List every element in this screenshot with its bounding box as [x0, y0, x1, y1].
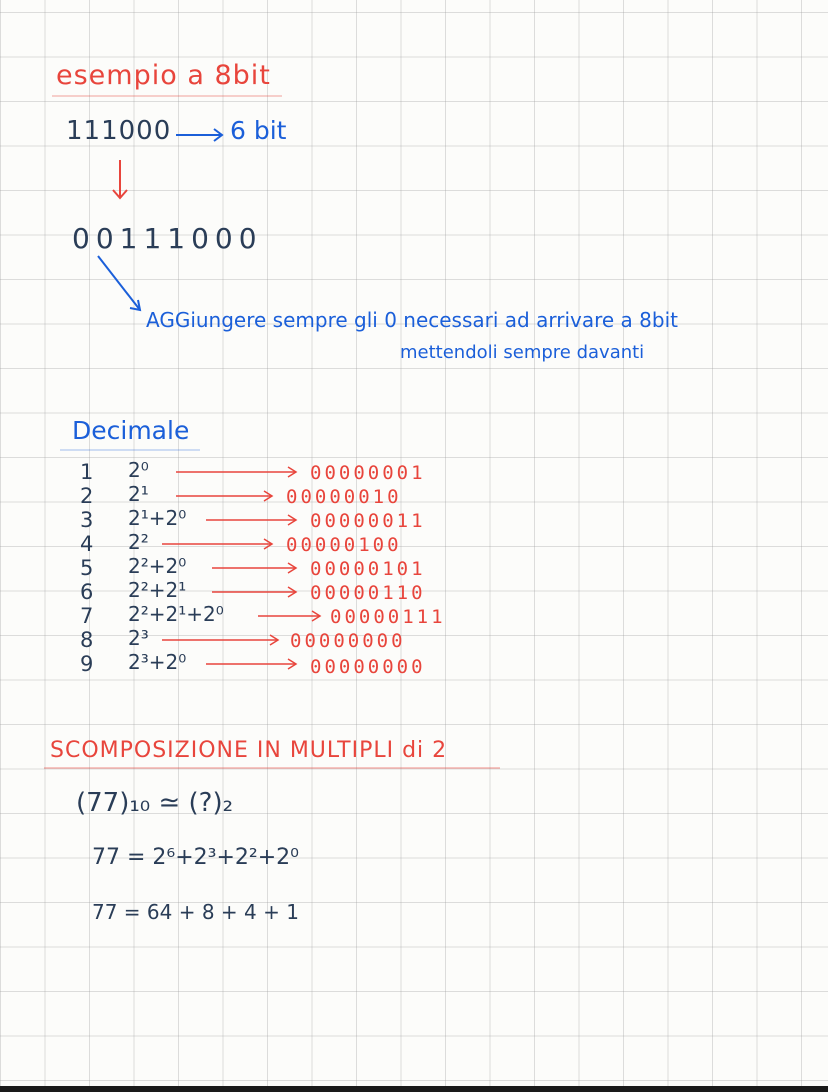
- note-line-1: AGGiungere sempre gli 0 necessari ad arrivare a 8bit: [146, 308, 678, 332]
- row-number: 4: [80, 532, 94, 556]
- row-number: 1: [80, 460, 94, 484]
- bit-count-label: 6 bit: [230, 116, 287, 145]
- row-bits: 00000101: [310, 558, 426, 580]
- row-expression: 2²+2¹: [128, 578, 187, 602]
- down-arrow-icon: [113, 160, 127, 198]
- row-expression: 2²: [128, 530, 149, 554]
- decomposition-heading: SCOMPOSIZIONE IN MULTIPLI di 2: [50, 738, 448, 763]
- example-title: esempio a 8bit: [56, 60, 271, 91]
- row-bits: 00000000: [290, 630, 406, 652]
- row-number: 3: [80, 508, 94, 532]
- decomposition-line-3: 77 = 64 + 8 + 4 + 1: [92, 900, 299, 924]
- row-expression: 2³: [128, 626, 149, 650]
- row-bits: 00000111: [330, 606, 446, 628]
- row-expression: 2¹: [128, 482, 149, 506]
- decimal-heading: Decimale: [72, 416, 190, 445]
- row-bits: 00000000: [310, 656, 426, 678]
- right-arrow-icon: [176, 129, 222, 141]
- row-bits: 00000100: [286, 534, 402, 556]
- decomposition-line-1: (77)₁₀ ≃ (?)₂: [76, 788, 234, 818]
- row-bits: 00000010: [286, 486, 402, 508]
- row-number: 5: [80, 556, 94, 580]
- page-bottom-edge: [0, 1086, 828, 1092]
- note-line-2: mettendoli sempre davanti: [400, 342, 645, 363]
- row-number: 7: [80, 604, 94, 628]
- row-expression: 2¹+2⁰: [128, 506, 187, 530]
- row-number: 6: [80, 580, 94, 604]
- row-expression: 2²+2¹+2⁰: [128, 602, 224, 626]
- input-bits: 111000: [66, 116, 172, 146]
- row-number: 9: [80, 652, 94, 676]
- row-bits: 00000110: [310, 582, 426, 604]
- padded-bits: 00111000: [72, 222, 263, 255]
- row-expression: 2⁰: [128, 458, 149, 482]
- row-expression: 2²+2⁰: [128, 554, 187, 578]
- diagonal-arrow-icon: [98, 256, 140, 310]
- row-expression: 2³+2⁰: [128, 650, 187, 674]
- row-number: 8: [80, 628, 94, 652]
- decomposition-line-2: 77 = 2⁶+2³+2²+2⁰: [92, 845, 299, 870]
- row-bits: 00000001: [310, 462, 426, 484]
- row-bits: 00000011: [310, 510, 426, 532]
- row-number: 2: [80, 484, 94, 508]
